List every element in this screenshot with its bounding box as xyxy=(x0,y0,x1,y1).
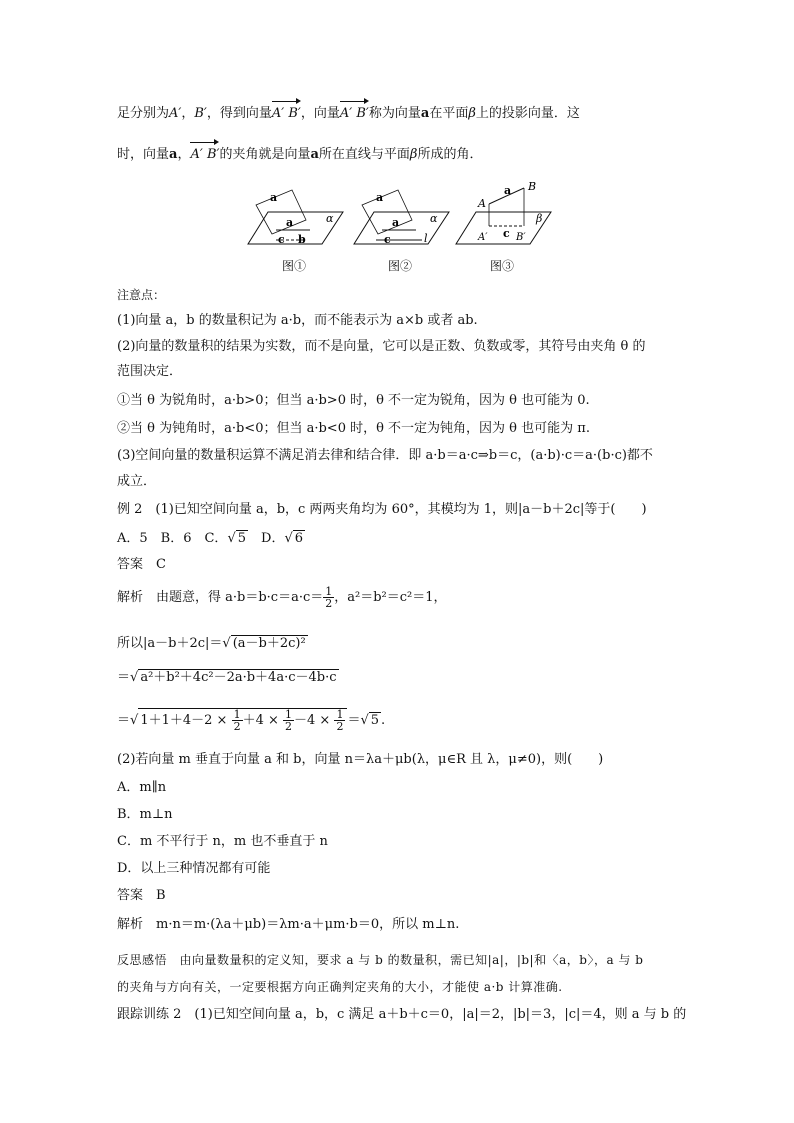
text: ＝ xyxy=(117,713,131,728)
text: ，向量 xyxy=(300,106,340,121)
point-b-prime: B′ xyxy=(194,106,207,121)
frac-num: 1 xyxy=(325,585,333,598)
notes-title: 注意点： xyxy=(117,288,166,302)
label-a-mid: a xyxy=(286,216,294,229)
label-B-prime: B′ xyxy=(516,232,526,243)
label-plane: β xyxy=(536,212,543,225)
vector-ab-prime: A′ B′ xyxy=(339,106,369,121)
frac-den: 2 xyxy=(233,720,241,733)
label-a-top: a xyxy=(376,191,384,204)
figure-3-caption: 图③ xyxy=(490,259,515,273)
frac-num: 1 xyxy=(285,708,292,721)
option-c-radicand: 5 xyxy=(237,531,247,546)
label-B: B xyxy=(528,180,537,193)
note-3: ①当 θ 为锐角时，a·b>0；但当 a·b>0 时，θ 不一定为锐角，因为 θ 也可能为 0. xyxy=(117,393,590,408)
figure-1-caption: 图① xyxy=(282,259,307,273)
result-radicand: 5 xyxy=(370,713,380,728)
text: －4 × xyxy=(294,713,335,728)
text: ，a²＝b²＝c²＝1， xyxy=(334,590,447,605)
radicand: (a－b＋2c)² xyxy=(232,636,306,651)
plane-beta: β xyxy=(468,106,476,121)
label-c: c xyxy=(278,233,285,246)
label-l: l xyxy=(424,232,428,245)
example2-question-2: (2)若向量 m 垂直于向量 a 和 b，向量 n＝λa＋μb(λ，μ∈R 且 λ，μ≠0)，则( ) xyxy=(117,752,604,767)
option-d: D．以上三种情况都有可能 xyxy=(117,861,271,876)
example2-solution-4: ＝√ 1＋1＋4－2 × $\frac{1}{2}$ ＋4 × $\frac{1}{2}$ －4 × $\frac{1}{2}$ ＝√ 5 . xyxy=(117,708,386,733)
example2-question-1: 例 2 (1)已知空间向量 a，b，c 两两夹角均为 60°，其模均为 1，则|a－b＋2c|等于( ) xyxy=(117,502,647,517)
frac-num: 1 xyxy=(336,708,344,721)
option-c: C．m 不平行于 n，m 也不垂直于 n xyxy=(117,834,328,849)
text: ＋4 × xyxy=(242,713,283,728)
figure-3-diagram xyxy=(454,180,554,250)
vector-ab-prime: A′ B′ xyxy=(190,147,220,162)
example2-solution-3: ＝√ a²＋b²＋4c²－2a·b＋4a·c－4b·c xyxy=(117,670,337,685)
figure-1-diagram xyxy=(246,180,346,250)
figure-2 xyxy=(352,180,452,250)
intro-line-2 xyxy=(117,147,684,163)
option-b: B．m⊥n xyxy=(117,807,173,822)
figure-1 xyxy=(246,180,346,250)
label-c: c xyxy=(384,233,391,246)
label-a-mid: a xyxy=(392,216,400,229)
figure-3 xyxy=(454,180,554,250)
text: 所以|a－b＋2c|＝ xyxy=(117,636,223,651)
figure-2-caption: 图② xyxy=(388,259,413,273)
vector-a: a xyxy=(310,147,319,162)
text: 的夹角就是向量 xyxy=(219,147,311,162)
training-line-1: 跟踪训练 2 (1)已知空间向量 a，b，c 满足 a＋b＋c＝0，|a|＝2，|b|＝3，|c|＝4，则 a 与 b 的 xyxy=(117,1007,687,1022)
label-a-top: a xyxy=(270,191,278,204)
reflection-line-2: 的夹角与方向有关，一定要根据方向正确判定夹角的大小，才能使 a·b 计算准确. xyxy=(117,980,563,994)
label-a: a xyxy=(504,184,512,197)
vector-a: a xyxy=(169,147,178,162)
text: 足分别为 xyxy=(117,106,170,121)
label-plane: α xyxy=(430,212,438,225)
reflection-line-1: 反思感悟 由向量数量积的定义知，要求 a 与 b 的数量积，需已知|a|，|b|和〈a，b〉，a 与 b xyxy=(117,953,644,967)
text: 时，向量 xyxy=(117,147,170,162)
option-d-radicand: 6 xyxy=(294,531,304,546)
example2-solution-b: 解析 m·n＝m·(λa＋μb)＝λm·a＋μm·b＝0，所以 m⊥n. xyxy=(117,917,460,932)
text: 所在直线与平面 xyxy=(318,147,410,162)
note-1: (1)向量 a，b 的数量积记为 a·b，而不能表示为 a×b 或者 ab. xyxy=(117,313,478,328)
label-A-prime: A′ xyxy=(478,232,488,243)
note-5a: (3)空间向量的数量积运算不满足消去律和结合律．即 a·b＝a·c⇒b＝c，(a·b)·c＝a·(b·c)都不 xyxy=(117,448,653,463)
label-plane: α xyxy=(326,212,334,225)
example2-answer-2: 答案 B xyxy=(117,888,166,903)
figure-2-diagram xyxy=(352,180,452,250)
example2-solution-1 xyxy=(117,586,684,609)
frac-den: 2 xyxy=(336,720,344,733)
example2-solution-2: 所以|a－b＋2c|＝√ (a－b＋2c)² xyxy=(117,636,306,651)
label-c: c xyxy=(503,227,510,240)
text: ， xyxy=(177,147,191,162)
radicand-long xyxy=(138,708,347,732)
note-2a: (2)向量的数量积的结果为实数，而不是向量，它可以是正数、负数或零，其符号由夹角 θ 的 xyxy=(117,339,646,354)
example2-answer-1: 答案 C xyxy=(117,557,166,572)
text: 称为向量 xyxy=(368,106,421,121)
text: 在平面 xyxy=(429,106,469,121)
vector-ab-prime: A′ B′ xyxy=(271,106,301,121)
note-5b: 成立． xyxy=(117,474,157,489)
text: ＝ xyxy=(347,713,361,728)
text: 上的投影向量．这 xyxy=(475,106,580,121)
vector-a: a xyxy=(420,106,430,121)
text: ， xyxy=(181,106,195,121)
text: A．5 B．6 C． xyxy=(117,531,228,546)
fraction-one-half xyxy=(334,709,345,732)
label-b: b xyxy=(298,233,306,246)
text: 1＋1＋4－2 × xyxy=(140,713,232,728)
note-2b: 范围决定． xyxy=(117,364,183,379)
intro-line-1 xyxy=(117,106,684,122)
text: D． xyxy=(248,531,285,546)
note-4: ②当 θ 为钝角时，a·b<0；但当 a·b<0 时，θ 不一定为钝角，因为 θ 也可能为 π. xyxy=(117,421,590,436)
radicand: a²＋b²＋4c²－2a·b＋4a·c－4b·c xyxy=(140,670,337,685)
frac-den: 2 xyxy=(325,597,333,610)
fraction-one-half xyxy=(323,586,334,609)
frac-den: 2 xyxy=(285,720,292,733)
text: . xyxy=(381,713,386,728)
frac-num: 1 xyxy=(233,708,241,721)
text: ＝ xyxy=(117,670,131,685)
text: 所成的角． xyxy=(417,147,483,162)
example2-options: A．5 B．6 C．√ 5 D．√ 6 xyxy=(117,531,304,546)
fraction-one-half xyxy=(232,709,243,732)
point-a-prime: A′ xyxy=(169,106,182,121)
label-A: A xyxy=(478,197,486,210)
text: ，得到向量 xyxy=(206,106,272,121)
fraction-one-half xyxy=(283,709,294,732)
plane-beta: β xyxy=(409,147,418,162)
option-a: A．m∥n xyxy=(117,780,167,795)
text: 解析 由题意，得 a·b＝b·c＝a·c＝ xyxy=(117,590,324,605)
